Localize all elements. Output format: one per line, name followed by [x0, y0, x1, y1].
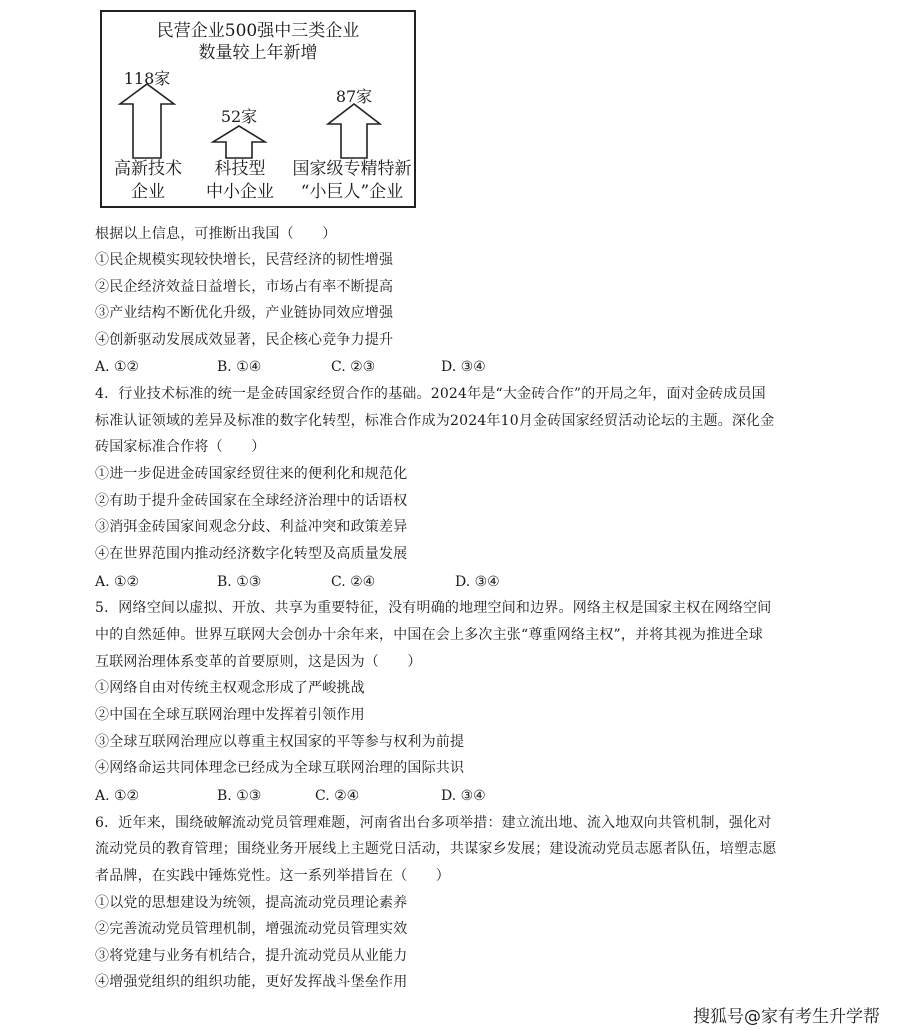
q4-option-a[interactable]: A. ①②	[95, 574, 140, 590]
q6-item-1: ①以党的思想建设为统领，提高流动党员理论素养	[95, 895, 408, 911]
q5-option-c[interactable]: C. ②④	[315, 788, 360, 804]
q6-item-4: ④增强党组织的组织功能，更好发挥战斗堡垒作用	[95, 974, 408, 990]
q6-stem-line3: 者品牌，在实践中锤炼党性。这一系列举措旨在（ ）	[95, 868, 450, 884]
count-little-giant: 87家	[335, 87, 373, 106]
q6-stem-line1: 6．近年来，围绕破解流动党员管理难题，河南省出台多项举措：建立流出地、流入地双向共管机制，强化对	[95, 815, 772, 831]
label-high-tech-line1: 高新技术	[114, 159, 182, 179]
q5-option-b[interactable]: B. ①③	[217, 788, 262, 804]
q5-stem-line1: 5．网络空间以虚拟、开放、共享为重要特征，没有明确的地理空间和边界。网络主权是国家主权在网络空间	[95, 600, 772, 616]
enterprise-figure	[100, 10, 416, 208]
label-tech-sme-line2: 中小企业	[206, 182, 274, 202]
q3-stem: 根据以上信息，可推断出我国（ ）	[95, 226, 337, 242]
q5-option-d[interactable]: D. ③④	[441, 788, 486, 804]
watermark: 搜狐号@家有考生升学帮	[693, 1007, 880, 1027]
q6-item-2: ②完善流动党员管理机制，增强流动党员管理实效	[95, 921, 408, 937]
q3-item-2: ②民企经济效益日益增长，市场占有率不断提高	[95, 279, 394, 295]
count-high-tech: 118家	[123, 69, 171, 88]
arrow-high-tech	[120, 84, 174, 158]
arrow-little-giant	[328, 104, 380, 158]
label-tech-sme-line1: 科技型	[214, 159, 266, 179]
q6-stem-line2: 流动党员的教育管理；围绕业务开展线上主题党日活动，共谋家乡发展；建设流动党员志愿者队伍，培塑志愿	[95, 841, 777, 857]
q5-item-4: ④网络命运共同体理念已经成为全球互联网治理的国际共识	[95, 760, 465, 776]
q4-option-d[interactable]: D. ③④	[455, 574, 500, 590]
q3-item-4: ④创新驱动发展成效显著，民企核心竞争力提升	[95, 332, 394, 348]
q4-item-2: ②有助于提升金砖国家在全球经济治理中的话语权	[95, 493, 408, 509]
q4-stem-line3: 砖国家标准合作将（ ）	[95, 439, 266, 455]
q5-item-2: ②中国在全球互联网治理中发挥着引领作用	[95, 707, 365, 723]
count-tech-sme: 52家	[220, 107, 258, 126]
q5-stem-line2: 中的自然延伸。世界互联网大会创办十余年来，中国在会上多次主张“尊重网络主权”，并将其视为推进全球	[95, 627, 763, 643]
label-high-tech	[106, 158, 190, 204]
q5-item-1: ①网络自由对传统主权观念形成了严峻挑战	[95, 680, 365, 696]
q4-stem-line1: 4．行业技术标准的统一是金砖国家经贸合作的基础。2024年是“大金砖合作”的开局之年，面对金砖成员国	[95, 386, 766, 402]
q3-option-d[interactable]: D. ③④	[441, 359, 486, 375]
q5-item-3: ③全球互联网治理应以尊重主权国家的平等参与权利为前提	[95, 734, 465, 750]
q4-item-1: ①进一步促进金砖国家经贸往来的便利化和规范化	[95, 466, 408, 482]
q4-item-4: ④在世界范围内推动经济数字化转型及高质量发展	[95, 546, 408, 562]
label-little-giant-line2: “小巨人”企业	[300, 182, 404, 202]
q3-item-3: ③产业结构不断优化升级，产业链协同效应增强	[95, 305, 394, 321]
q4-option-b[interactable]: B. ①③	[217, 574, 262, 590]
figure-title-line1: 民营企业500强中三类企业	[156, 21, 360, 41]
q5-stem-line3: 互联网治理体系变革的首要原则，这是因为（ ）	[95, 654, 422, 670]
label-little-giant-line1: 国家级专精特新	[292, 159, 412, 179]
label-high-tech-line2: 企业	[131, 182, 165, 202]
q4-option-c[interactable]: C. ②④	[331, 574, 376, 590]
figure-title-line2: 数量较上年新增	[198, 43, 318, 63]
q4-stem-line2: 标准认证领域的差异及标准的数字化转型，标准合作成为2024年10月金砖国家经贸活动论坛的主题。深化金	[95, 413, 775, 429]
q3-option-a[interactable]: A. ①②	[95, 359, 140, 375]
q3-option-b[interactable]: B. ①④	[217, 359, 262, 375]
q5-option-a[interactable]: A. ①②	[95, 788, 140, 804]
arrow-tech-sme	[213, 126, 265, 158]
label-tech-sme	[198, 158, 282, 204]
q3-option-c[interactable]: C. ②③	[331, 359, 376, 375]
label-little-giant	[290, 158, 414, 204]
q4-item-3: ③消弭金砖国家间观念分歧、利益冲突和政策差异	[95, 519, 408, 535]
q3-item-1: ①民企规模实现较快增长，民营经济的韧性增强	[95, 252, 394, 268]
q6-item-3: ③将党建与业务有机结合，提升流动党员从业能力	[95, 948, 408, 964]
